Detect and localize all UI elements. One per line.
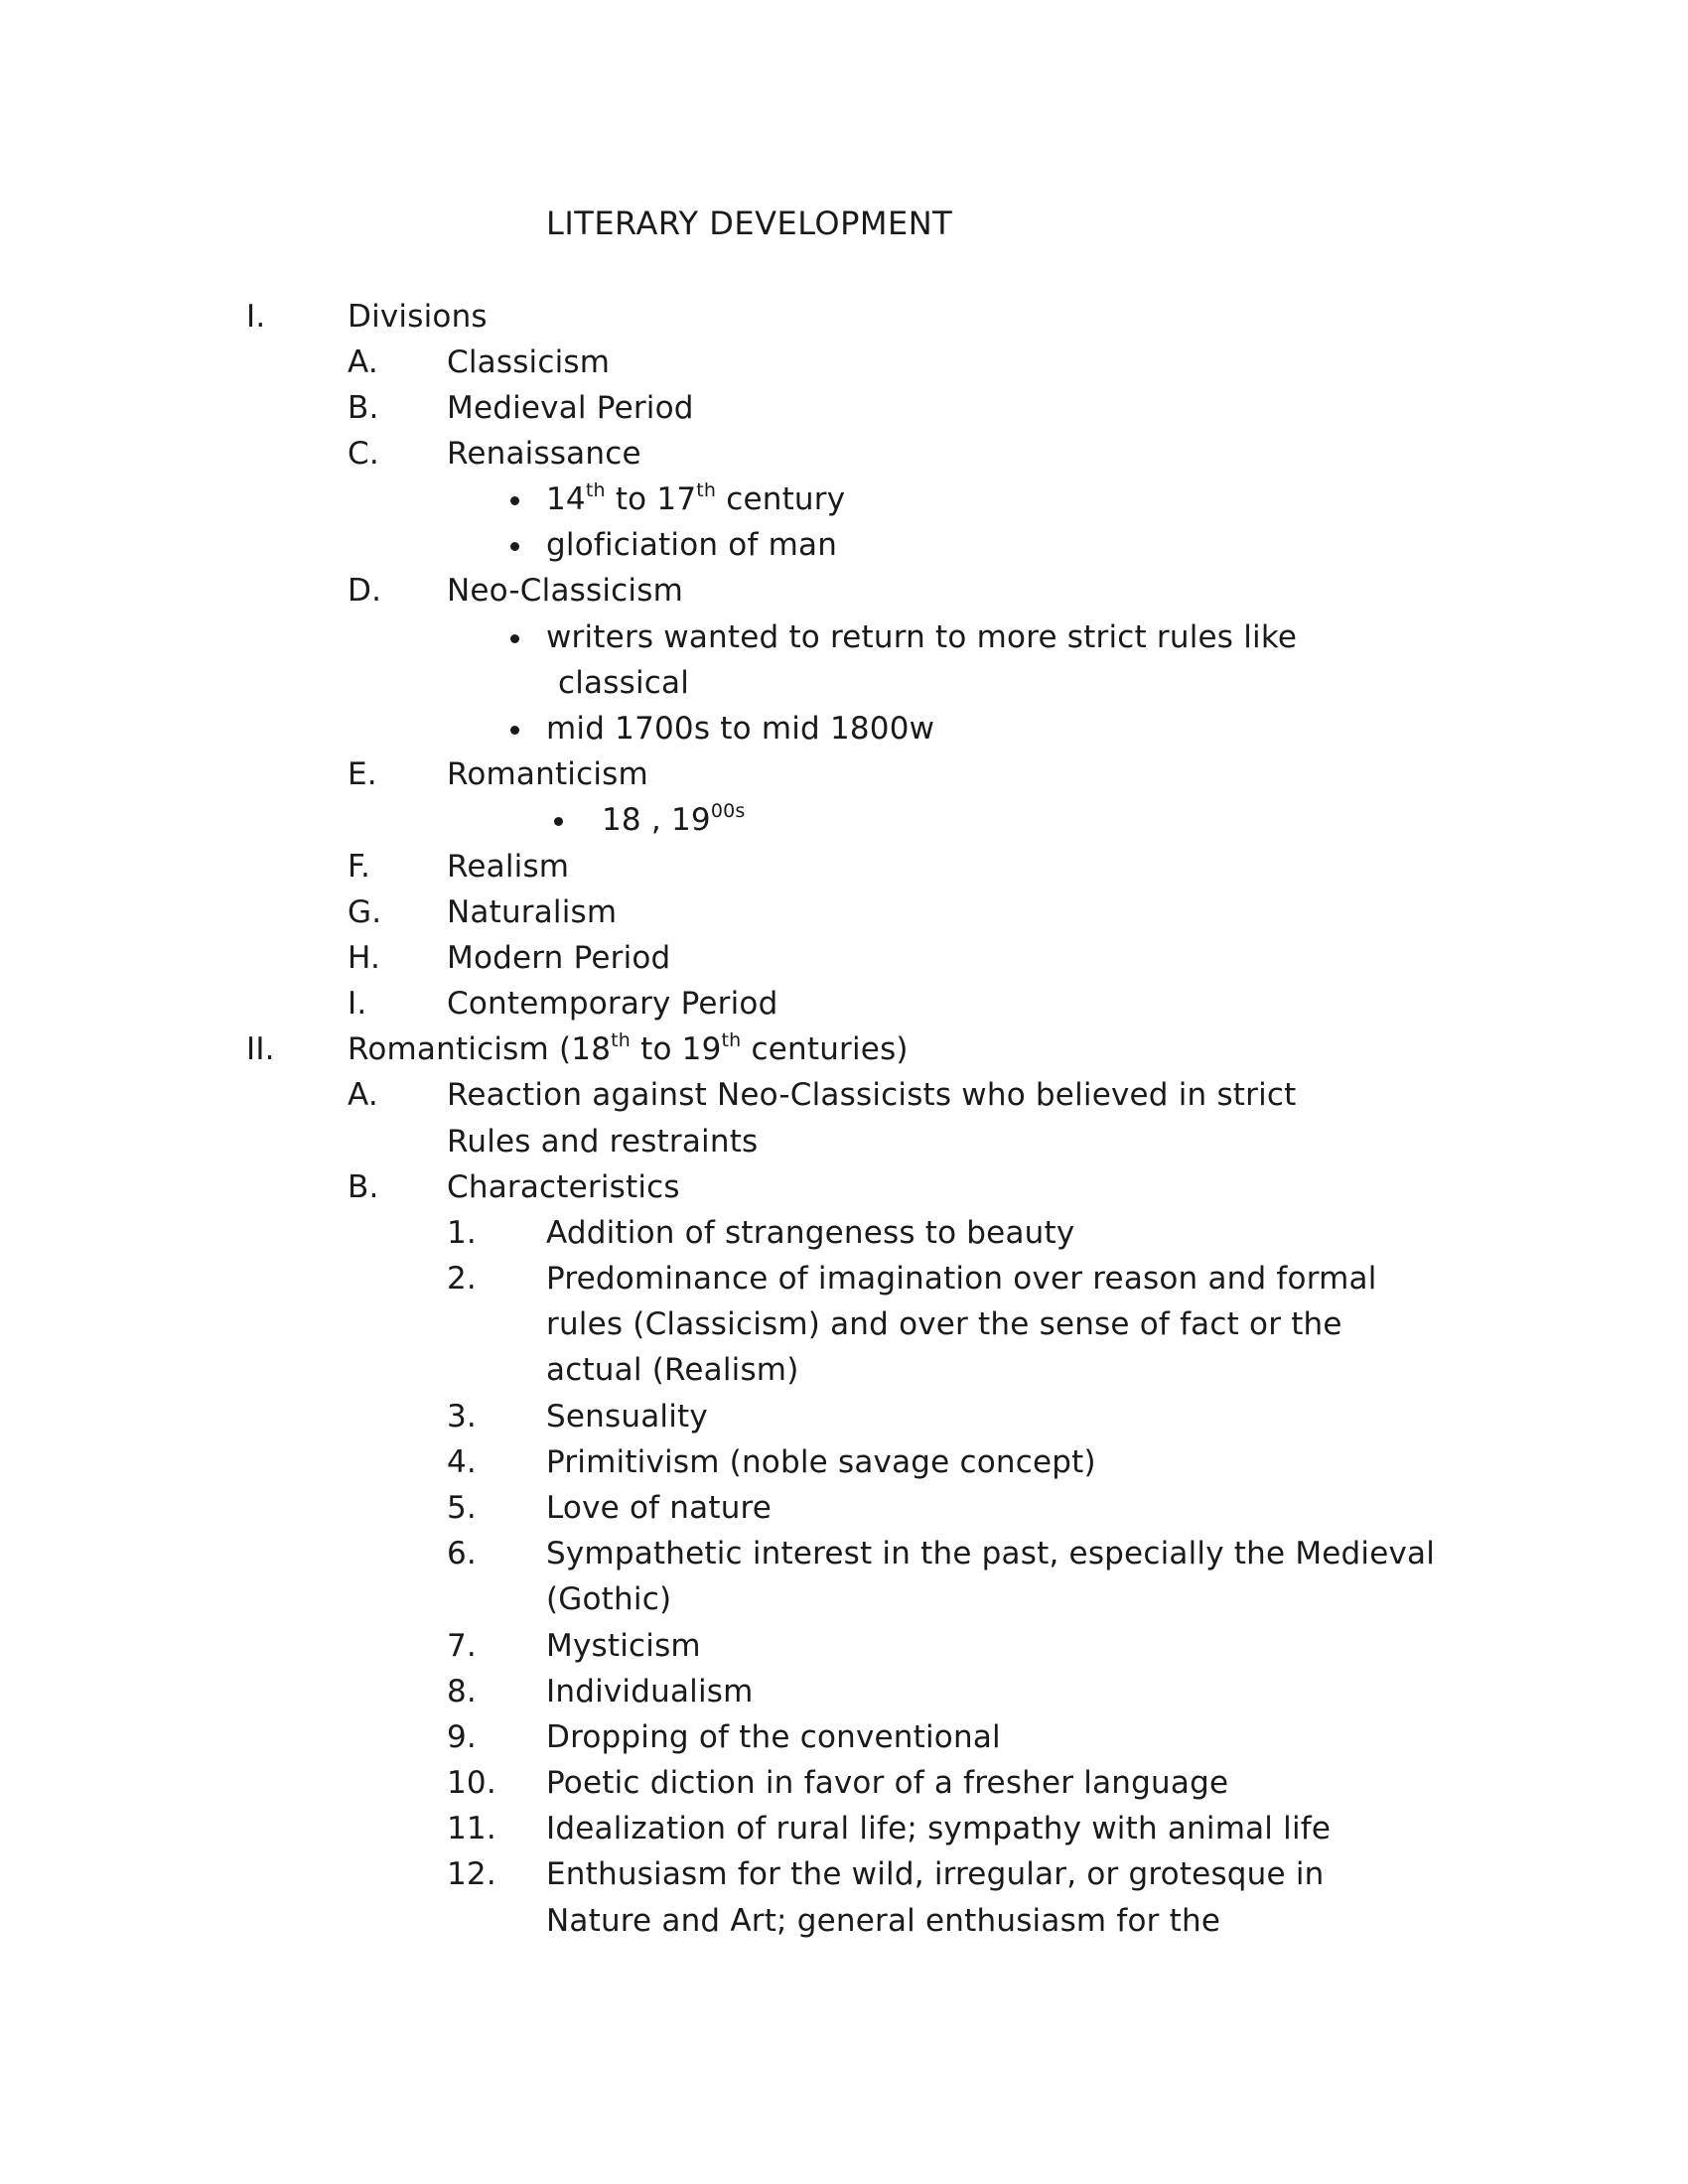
item-number: 1. (447, 1215, 477, 1251)
item-marker: A. (348, 1077, 378, 1113)
item-marker: H. (348, 940, 381, 976)
item-text: Predominance of imagination over reason and formal (546, 1261, 1377, 1297)
item-number: 4. (447, 1444, 477, 1480)
item-text: actual (Realism) (546, 1352, 799, 1388)
page-title: LITERARY DEVELOPMENT (546, 205, 953, 242)
item-number: 2. (447, 1261, 477, 1297)
item-number: 10. (447, 1765, 496, 1801)
item-number: 12. (447, 1856, 496, 1892)
item-text: Neo-Classicism (447, 573, 683, 609)
item-text: Classicism (447, 344, 611, 380)
item-text: (Gothic) (546, 1581, 672, 1617)
item-number: 8. (447, 1674, 477, 1709)
item-number: 9. (447, 1719, 477, 1755)
item-text: Romanticism (447, 756, 648, 792)
section-1-marker: I. (246, 299, 266, 335)
bullet-icon (554, 817, 563, 826)
item-text: Sympathetic interest in the past, especially the Medieval (546, 1536, 1436, 1571)
item-text: Idealization of rural life; sympathy with animal life (546, 1811, 1332, 1846)
bullet-text: 18 , $19^{00s}$ (602, 799, 746, 838)
item-marker: D. (348, 573, 382, 609)
bullet-text: 14th to 17th century (546, 478, 846, 517)
bullet-icon (510, 634, 519, 643)
item-marker: E. (348, 756, 377, 792)
item-number: 5. (447, 1490, 477, 1526)
item-text: rules (Classicism) and over the sense of fact or the (546, 1306, 1342, 1342)
item-text: Nature and Art; general enthusiasm for the (546, 1903, 1221, 1939)
item-text: Medieval Period (447, 390, 694, 426)
item-number: 11. (447, 1811, 496, 1846)
item-marker: B. (348, 1169, 379, 1205)
item-marker: G. (348, 894, 382, 930)
item-text: Reaction against Neo-Classicists who believed in strict (447, 1077, 1297, 1113)
section-2-title: Romanticism (18th to 19th centuries) (348, 1028, 909, 1067)
item-number: 3. (447, 1399, 477, 1434)
item-marker: C. (348, 436, 379, 472)
bullet-text: writers wanted to return to more strict rules like (546, 619, 1298, 655)
item-text: Poetic diction in favor of a fresher language (546, 1765, 1229, 1801)
bullet-icon (510, 496, 519, 505)
section-2-marker: II. (246, 1031, 275, 1067)
item-text: Rules and restraints (447, 1124, 759, 1160)
section-1-title: Divisions (348, 299, 488, 335)
item-marker: F. (348, 849, 371, 885)
item-text: Love of nature (546, 1490, 773, 1526)
bullet-icon (510, 542, 519, 551)
bullet-text: classical (558, 665, 690, 701)
item-text: Renaissance (447, 436, 641, 472)
item-text: Enthusiasm for the wild, irregular, or grotesque in (546, 1856, 1325, 1892)
item-text: Addition of strangeness to beauty (546, 1215, 1075, 1251)
item-text: Contemporary Period (447, 986, 778, 1022)
bullet-text: gloficiation of man (546, 527, 838, 563)
bullet-icon (510, 726, 519, 735)
item-text: Dropping of the conventional (546, 1719, 1001, 1755)
item-text: Naturalism (447, 894, 618, 930)
item-text: Modern Period (447, 940, 671, 976)
item-marker: B. (348, 390, 379, 426)
item-marker: I. (348, 986, 367, 1022)
bullet-text: mid 1700s to mid 1800w (546, 711, 935, 747)
item-text: Characteristics (447, 1169, 680, 1205)
item-marker: A. (348, 344, 378, 380)
item-text: Mysticism (546, 1628, 701, 1664)
item-number: 7. (447, 1628, 477, 1664)
item-text: Sensuality (546, 1399, 708, 1434)
item-text: Realism (447, 849, 570, 885)
item-number: 6. (447, 1536, 477, 1571)
item-text: Primitivism (noble savage concept) (546, 1444, 1096, 1480)
item-text: Individualism (546, 1674, 754, 1709)
